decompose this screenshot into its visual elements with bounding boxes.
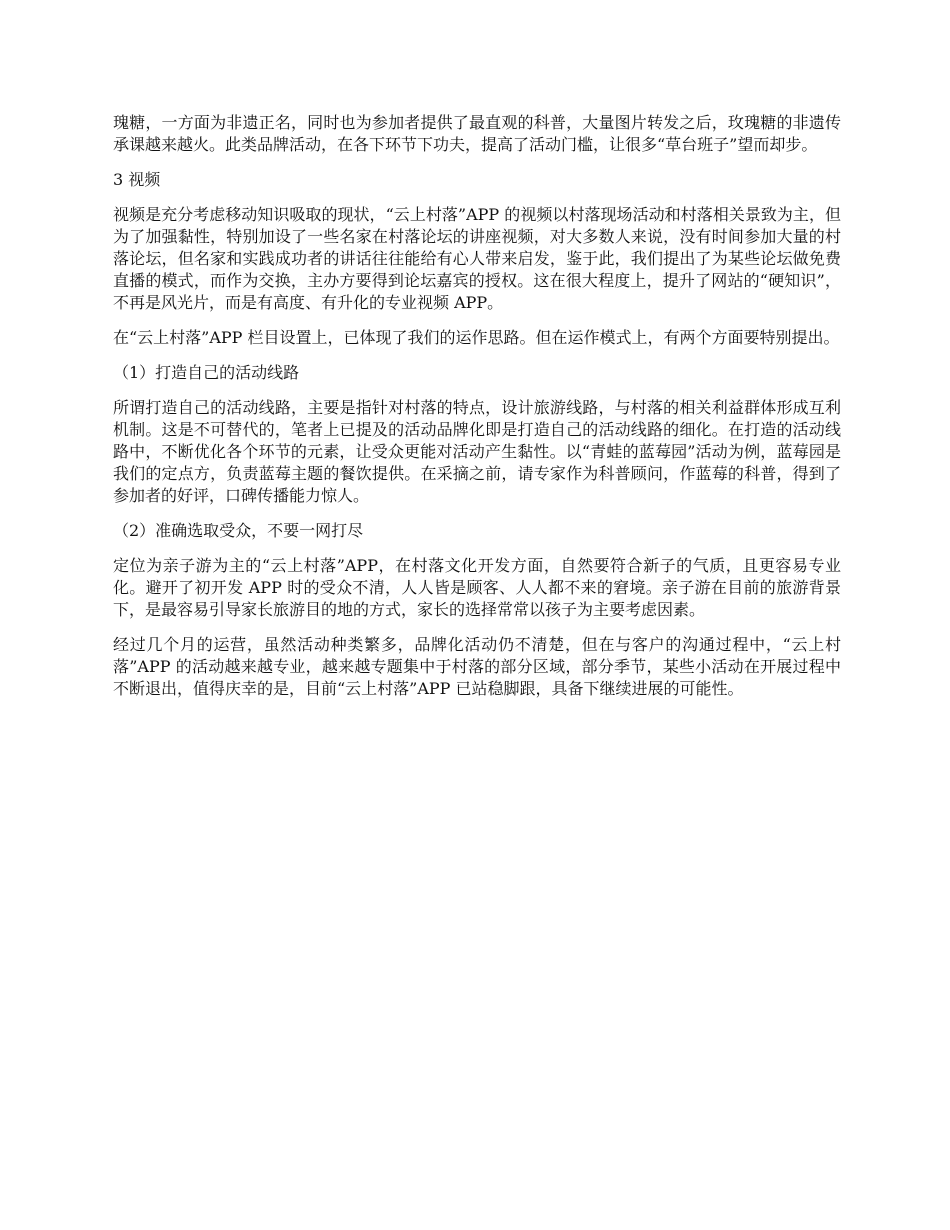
- section-heading-video: 3 视频: [113, 170, 161, 189]
- subheading-activity-route: （1）打造自己的活动线路: [113, 363, 300, 382]
- paragraph-operation-mode: 在“云上村落”APP 栏目设置上，已体现了我们的运作思路。但在运作模式上，有两个方面要特别提出。: [113, 328, 840, 347]
- paragraph-video-intro: 视频是充分考虑移动知识吸取的现状，“云上村落”APP 的视频以村落现场活动和村落相关景致为主，但为了加强黏性，特别加设了一些名家在村落论坛的讲座视频，对大多数人来说，没有时间参加大量的村落论坛，但名家和实践成功者的讲话往往能给有心人带来启发，鉴于此，我们提出了为某些论坛做免费直播的模式，而作为交换，主办方要得到论坛嘉宾的授权。这在很大程度上，提升了网站的“硬知识”，不再是风光片，而是有高度、有升化的专业视频 APP。: [113, 205, 841, 312]
- paragraph-conclusion: 经过几个月的运营，虽然活动种类繁多，品牌化活动仍不清楚，但在与客户的沟通过程中，“云上村落”APP 的活动越来越专业，越来越专题集中于村落的部分区域，部分季节，某些小活动在开展过程中不断退出，值得庆幸的是，目前“云上村落”APP 已站稳脚跟，具备下继续进展的可能性。: [113, 635, 841, 698]
- paragraph-activity-route: 所谓打造自己的活动线路，主要是指针对村落的特点，设计旅游线路，与村落的相关利益群体形成互利机制。这是不可替代的，笔者上已提及的活动品牌化即是打造自己的活动线路的细化。在打造的活动线路中，不断优化各个环节的元素，让受众更能对活动产生黏性。以“青蛙的蓝莓园”活动为例，蓝莓园是我们的定点方，负责蓝莓主题的餐饮提供。在采摘之前，请专家作为科普顾问，作蓝莓的科普，得到了参加者的好评，口碑传播能力惊人。: [113, 398, 841, 505]
- paragraph-rose-candy: 瑰糖，一方面为非遗正名，同时也为参加者提供了最直观的科普，大量图片转发之后，玫瑰糖的非遗传承课越来越火。此类品牌活动，在各下环节下功夫，提高了活动门槛，让很多“草台班子”望而却步。: [113, 113, 841, 154]
- paragraph-family-travel: 定位为亲子游为主的“云上村落”APP，在村落文化开发方面，自然要符合新子的气质，且更容易专业化。避开了初开发 APP 时的受众不清，人人皆是顾客、人人都不来的窘境。亲子游在目前的旅游背景下，是最容易引导家长旅游目的地的方式，家长的选择常常以孩子为主要考虑因素。: [113, 556, 841, 619]
- subheading-target-audience: （2）准确选取受众，不要一网打尽: [113, 521, 364, 540]
- document-page: [113, 112, 841, 713]
